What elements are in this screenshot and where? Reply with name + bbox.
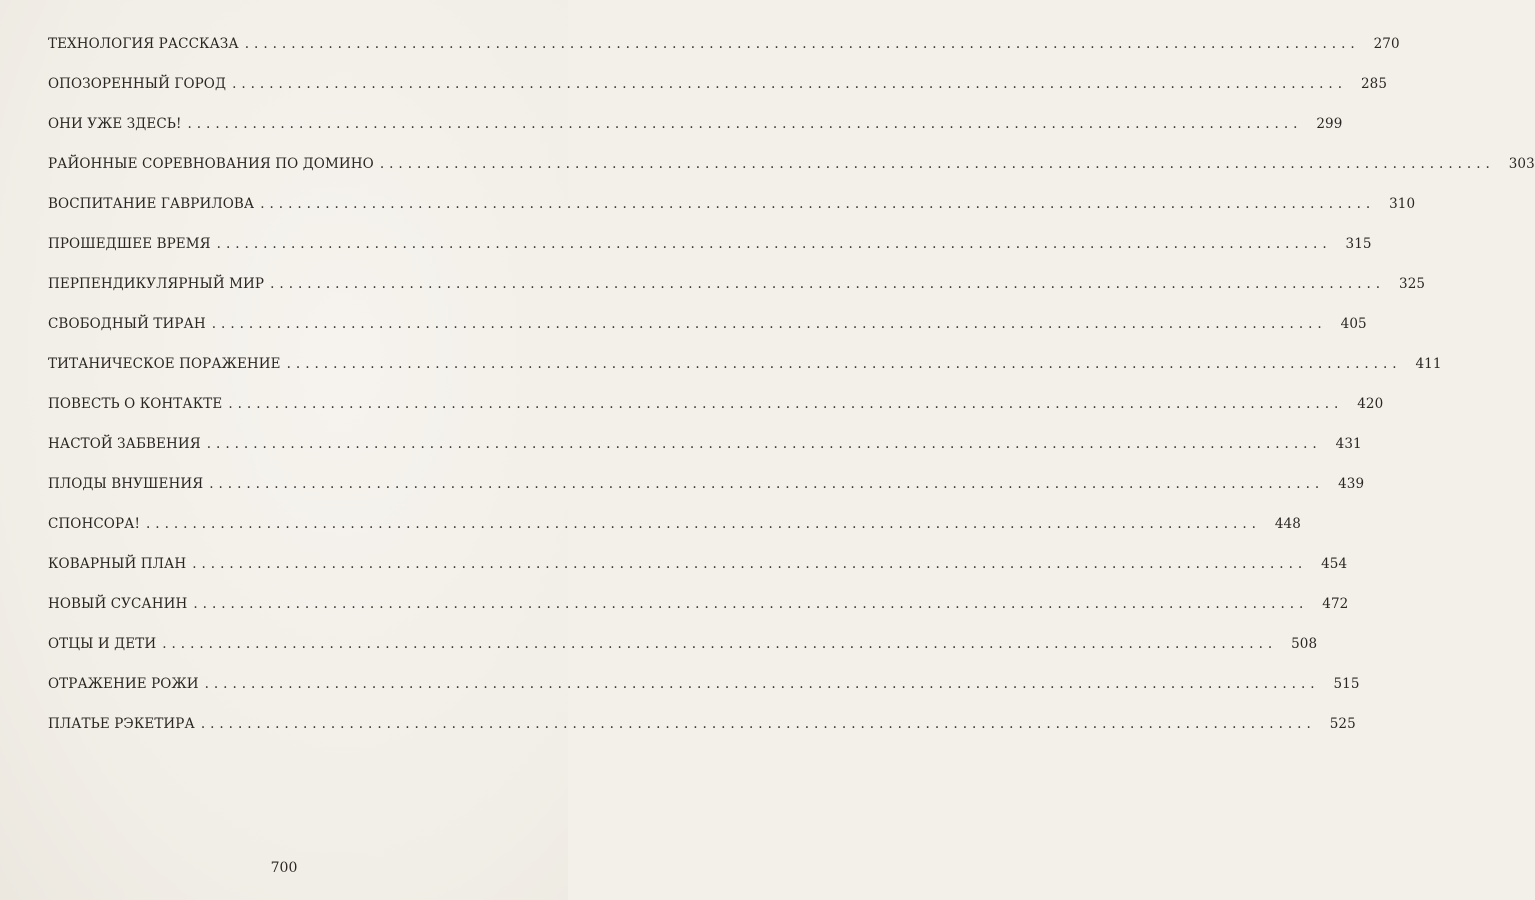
- toc-entry: [48, 716, 1356, 756]
- dot-leader: ........................................................................................................................: [193, 596, 1309, 612]
- dot-leader: ........................................................................................................................: [209, 476, 1325, 492]
- toc-entry-page: 420: [1357, 396, 1384, 412]
- toc-entry-title: ПЛОДЫ ВНУШЕНИЯ: [48, 476, 204, 492]
- toc-entry: [48, 276, 1426, 316]
- toc-entry-title: СВОБОДНЫЙ ТИРАН: [48, 316, 206, 332]
- toc-entry-title: ОПОЗОРЕННЫЙ ГОРОД: [48, 76, 227, 92]
- toc-entry-page: 285: [1360, 76, 1388, 92]
- dot-leader: ........................................................................................................................: [270, 276, 1386, 292]
- toc-entry-page: 508: [1291, 636, 1318, 652]
- toc-entry-page: 411: [1415, 356, 1442, 372]
- page-number: 700: [270, 860, 298, 876]
- dot-leader: ........................................................................................................................: [145, 516, 1261, 532]
- toc-entry-page: 310: [1389, 196, 1416, 212]
- dot-leader: ........................................................................................................................: [260, 196, 1376, 212]
- toc-entry-title: КОВАРНЫЙ ПЛАН: [48, 556, 187, 572]
- toc-entry: [48, 556, 1348, 596]
- toc-entry-title: ПЕРПЕНДИКУЛЯРНЫЙ МИР: [48, 276, 265, 292]
- toc-entry-page: 405: [1340, 316, 1367, 332]
- toc-entry-title: ТЕХНОЛОГИЯ РАССКАЗА: [48, 36, 239, 52]
- table-of-contents: [48, 36, 1535, 756]
- toc-entry-title: ОТРАЖЕНИЕ РОЖИ: [48, 676, 199, 692]
- toc-entry-page: 454: [1321, 556, 1348, 572]
- dot-leader: ........................................................................................................................: [206, 436, 1322, 452]
- toc-entry-page: 439: [1338, 476, 1365, 492]
- toc-entry-page: 472: [1322, 596, 1349, 612]
- dot-leader: ........................................................................................................................: [200, 716, 1316, 732]
- toc-entry-title: ТИТАНИЧЕСКОЕ ПОРАЖЕНИЕ: [48, 356, 281, 372]
- dot-leader: ........................................................................................................................: [232, 76, 1348, 92]
- toc-entry-title: РАЙОННЫЕ СОРЕВНОВАНИЯ ПО ДОМИНО: [48, 156, 374, 172]
- dot-leader: ........................................................................................................................: [192, 556, 1308, 572]
- toc-entry-page: 299: [1316, 116, 1343, 132]
- toc-entry: [48, 196, 1416, 236]
- dot-leader: ........................................................................................................................: [216, 236, 1332, 252]
- toc-entry-title: ПРОШЕДШЕЕ ВРЕМЯ: [48, 236, 211, 252]
- dot-leader: ........................................................................................................................: [211, 316, 1327, 332]
- dot-leader: ........................................................................................................................: [228, 396, 1344, 412]
- toc-entry-title: СПОНСОРА!: [48, 516, 140, 532]
- toc-entry-title: ПЛАТЬЕ РЭКЕТИРА: [48, 716, 195, 732]
- toc-entry: [48, 316, 1367, 356]
- toc-entry-page: 270: [1373, 36, 1400, 52]
- toc-entry: [48, 436, 1362, 476]
- toc-entry-page: 515: [1333, 676, 1360, 692]
- toc-entry: [48, 36, 1400, 76]
- toc-entry-page: 448: [1274, 516, 1301, 532]
- toc-entry: [48, 156, 1535, 196]
- toc-entry: [48, 236, 1372, 276]
- dot-leader: ........................................................................................................................: [187, 116, 1303, 132]
- toc-entry-title: ОТЦЫ И ДЕТИ: [48, 636, 157, 652]
- toc-entry: [48, 516, 1301, 556]
- toc-entry: [48, 676, 1360, 716]
- toc-entry: [48, 356, 1442, 396]
- toc-entry-page: 315: [1345, 236, 1372, 252]
- toc-entry: [48, 116, 1343, 156]
- dot-leader: ........................................................................................................................: [162, 636, 1278, 652]
- toc-entry-title: ПОВЕСТЬ О КОНТАКТЕ: [48, 396, 223, 412]
- toc-entry-page: 431: [1335, 436, 1362, 452]
- dot-leader: ........................................................................................................................: [244, 36, 1360, 52]
- toc-entry-title: НОВЫЙ СУСАНИН: [48, 596, 188, 612]
- dot-leader: ........................................................................................................................: [286, 356, 1402, 372]
- toc-entry-title: НАСТОЙ ЗАБВЕНИЯ: [48, 436, 201, 452]
- toc-entry: [48, 396, 1384, 436]
- toc-entry-page: 525: [1329, 716, 1356, 732]
- toc-entry: [48, 76, 1388, 116]
- toc-entry-title: ОНИ УЖЕ ЗДЕСЬ!: [48, 116, 182, 132]
- toc-entry: [48, 476, 1365, 516]
- toc-entry-page: 325: [1399, 276, 1426, 292]
- toc-entry-page: 303: [1508, 156, 1535, 172]
- dot-leader: ........................................................................................................................: [204, 676, 1320, 692]
- toc-entry: [48, 636, 1318, 676]
- dot-leader: ........................................................................................................................: [379, 156, 1495, 172]
- toc-entry: [48, 596, 1349, 636]
- toc-entry-title: ВОСПИТАНИЕ ГАВРИЛОВА: [48, 196, 255, 212]
